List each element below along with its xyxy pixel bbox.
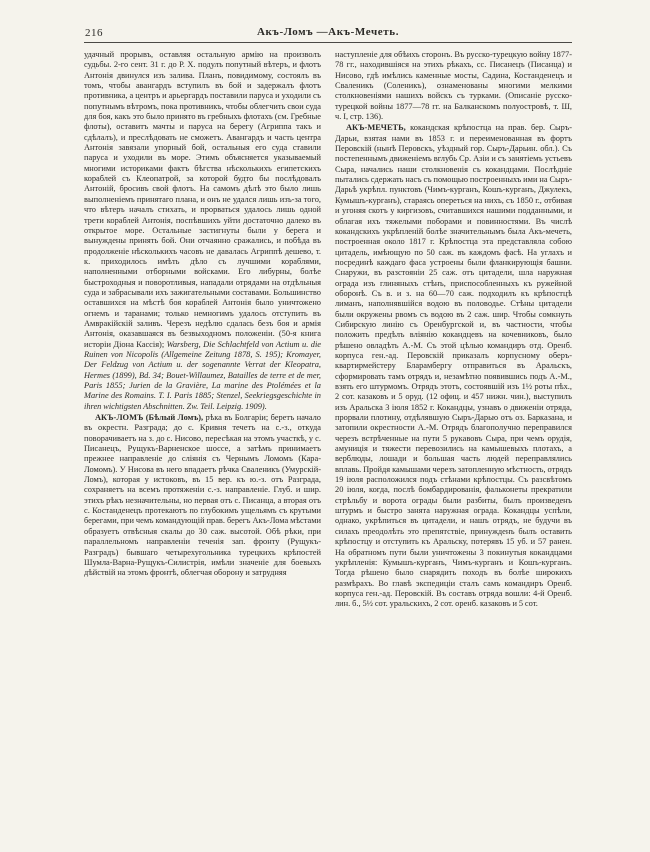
bibliography-text: Warsberg, Die Schlachtfeld von Actium u. die Ruinen von Nicopolis (Allgemeine Zeitung 1878, S. 195); Kromayer, Der Feldzug von Actium u. der sogenannte Verrat der Kleopatra, Hermes (1899), Bd. 34; Bouet-Willaumez, Batailles de terre et de mer, Paris 1855; Jurien de la Gravière, La marine des Ptolémées et la Marine des Romains. T. I. Paris 1885; Stenzel, Seekriegsgeschichte in ihren wichtigsten Abschnitten. Zw. Teil. Leipzig. 1909). — [84, 339, 321, 411]
ak-mechet-text: кокандская крѣпостца на прав. бер. Сыръ-Дарьи, взятая нами въ 1853 г. и переименованная въ фортъ Перовскій (нынѣ Перовскъ, уѣздный гор. Сыръ-Дарьин. обл.). Съ постепеннымъ движеніемъ вглубь Ср. Азіи и съ занятіемъ устьевъ Сыра, начались наши столкновенія съ кокандцами. Послѣдніе пытались сдержать насъ съ помощью построенныхъ ими на Сыръ-Дарьѣ укрѣпл. пунктовъ (Чимъ-курганъ, Кошъ-курганъ, Джулекъ, Кумышъ-курганъ), стараясь опереться на нихъ, съ 1850 г., отбивая и угоняя скотъ у киргизовъ, считавшихся нашими подданными, и облагая ихъ тяжелыми поборами и повинностями. Въ числѣ кокандскихъ укрѣпленій болѣе значительнымъ была Акъ-мечеть, построенная около 1817 г. Крѣпостца эта представляла собою цитадель, имѣющую по 50 саж. въ каждомъ фасѣ. На углахъ и посрединѣ каждаго фаса устроены были фланкирующія башни. Снаружи, въ разстояніи 25 саж. отъ цитадели, шла наружная ограда изъ глиняныхъ стѣнъ, приспособленныхъ къ ружейной оборонѣ. Съ в. и з. на 60—70 саж. подходилъ къ крѣпостцѣ лиманъ, наполнявшійся водою въ половодье. Стѣны цитадели были окружены рвомъ съ водою въ 2 саж. шир. Чтобы сомкнуть Сибирскую линію съ Оренбургской и, въ частности, чтобы положить предѣлъ вліянію кокандцевъ на кочевниковъ, было рѣшено овладѣть А.-М. Съ этой цѣлью командиръ отд. Оренб. корпуса ген.-ад. Перовскій приказалъ корпусному оберъ-квартирмейстеру Бларамбергу отправиться въ Аральскъ, сформировать тамъ отрядъ и, незамѣтно появившись подъ А.-М., взять его штурмомъ. Отрядъ этотъ, состоявшій изъ 1½ роты пѣх., 2 сот. казаковъ и 5 оруд. (12 офиц. и 457 нижн. чин.), выступилъ изъ Аральска 3 іюля 1852 г. Кокандцы, узнавъ о движеніи отряда, прорвали плотину, отдѣлявшую Сыръ-Дарью отъ оз. Барказана, и затопили окрестности А.-М. Отрядъ благополучно переправился черезъ встрѣченные на пути 5 рукавовъ Сыра, при чемъ орудія, амуниція и тяжести перевозились на камышевыхъ плотахъ, а верблюды, лошади и большая часть людей переправлялись вплавь. Пройдя камышами черезъ затопленную мѣстность, отрядъ 19 іюля расположился подъ стѣнами крѣпостцы. Съ разсвѣтомъ 20 іюля, когда, послѣ бомбардированія, фальконеты прекратили стрѣльбу и ворота ограды были разбиты, былъ произведенъ штурмъ и быстро занята наружная ограда. Кокандцы успѣли, однако, укрѣпиться въ цитадели, и нашъ отрядъ, не будучи въ силахъ преодолѣть это препятствіе, принужденъ былъ оставить крѣпостцу и отступить къ Аральску, потерявъ 15 уб. и 57 ранен. На обратномъ пути были уничтожены 3 покинутыя кокандцами укрѣпленія: Кумышъ-курганъ, Чимъ-курганъ и Кошъ-курганъ. Тогда рѣшено было снарядить походъ въ болѣе широкихъ размѣрахъ. Во главѣ экспедиціи сталъ самъ командиръ Оренб. корпуса ген.-ад. Перовскій. Въ составъ отряда вошли: 4-й Оренб. лин. б., 5½ сот. уральскихъ, 2 сот. оренб. казаковъ и 5 сот. — [335, 123, 572, 609]
paragraph-ak-lom — [84, 413, 321, 579]
ak-lom-continuation-text: наступленіе для обѣихъ сторонъ. Въ русско-турецкую войну 1877-78 гг., находившіяся на этихъ рѣкахъ, сс. Писанецъ (Писанца) и Нисово, гдѣ имѣлись каменные мосты, Садина, Костанденецъ и Сваленикъ (Соленикъ), ознаменованы многими мелкими столкновеніями нашихъ войскъ съ турками. (Описаніе русско-турецкой войны 1877—78 гг. на Балканскомъ полуостровѣ, т. Ш, ч. I, стр. 136). — [335, 50, 572, 122]
ak-lom-text: рѣка въ Болгаріи; беретъ начало въ окрестн. Разграда; до с. Кривня течетъ на с.-з., откуда поворачиваетъ на з. до с. Нисово, пересѣкая на этомъ участкѣ, у с. Писанецъ, Рущукъ-Варненское шоссе, а затѣмъ принимаетъ прежнее направленіе до сліянія съ Чернымъ Ломомъ (Кара-Ломомъ). У Нисова въ него впадаетъ рѣчка Сваленикъ (Умурскій-Ломъ), которая у истоковъ, въ 15 вер. къ ю.-з. отъ Разграда, сохраняетъ на всемъ протяженіи с.-з. направленіе. Глуб. и шир. этихъ рѣкъ незначительны, но первая отъ с. Писанца, а вторая отъ с. Костанденецъ протекаютъ по глубокимъ ущельямъ съ крутыми берегами, при чемъ командующій прав. берегъ Акъ-Лома мѣстами образуетъ отвѣсныя скалы до 30 саж. высотой. Обѣ рѣки, при параллельномъ направленіи теченія зап. фронту (Рущукъ-Разградъ) бывшаго четырехугольника турецкихъ крѣпостей Шумла-Варна-Рущукъ-Силистрія, имѣли значеніе для боевыхъ дѣйствій на этомъ фронтѣ, облегчая оборону и затрудняя — [84, 413, 321, 578]
actium-text: удачный прорывъ, оставляя остальную армію на произволъ судьбы. 2-го сент. 31 г. до Р. X. подулъ попутный вѣтеръ, и флотъ Антонія двинулся изъ залива. Планъ, повидимому, состоялъ въ томъ, чтобы авангардъ вступилъ въ бой и задержалъ флотъ противника, а центръ и арьергардъ поставили паруса и уходили съ попутнымъ вѣтромъ, пока противникъ, чтобы облегчить свои суда для боя, какъ это было принято въ гребныхъ флотахъ (см. Гребные флоты), оставитъ мачты и паруса на берегу (Агриппа такъ и сдѣлалъ), и преслѣдовать не сможетъ. Авангардъ и часть центра Антонія завязали упорный бой, остальныя его суда ставили паруса и уходили въ море. Этимъ объясняется указываемый многими историками фактъ бѣгства нѣсколькихъ египетскихъ кораблей съ Клеопатрой, за которой будто бы послѣдовалъ Антоній, бросивъ свой флотъ. На самомъ дѣлѣ это было лишь выполненіемъ принятаго плана, и онъ не удался лишь изъ-за того, что вѣтеръ началъ стихать, и прорваться удалось лишь одной трети кораблей Антонія, поспѣвшихъ уйти достаточно далеко въ открытое море. Остальные застигнуты были у берега и вынуждены принять бой. Они отчаянно сражались, и побѣда въ продолженіе нѣсколькихъ часовъ не давалась Агриппѣ дешево, т. к. приходилось имѣть дѣло съ лучшими кораблями, наполненными отборными войсками. Его либурны, болѣе быстроходныя и поворотливыя, нападали отрядами на отдѣльныя суда и забрасывали ихъ зажигательными составами. Большинство оставшихся на мѣстѣ боя кораблей Антонія было уничтожено огнемъ и таранами; только немногимъ удалось отступить въ Амвракійскій заливъ. Черезъ недѣлю сдалась безъ боя и армія Антонія, оказавшаяся въ безвыходномъ положеніи. (50-я книга исторіи Діона Кассія); — [84, 50, 321, 349]
page-number: 216 — [85, 27, 103, 39]
right-column — [335, 50, 572, 830]
paragraph-ak-lom-continuation — [335, 50, 572, 122]
ak-lom-headword: АКЪ-ЛОМЪ (Бѣлый Ломъ), — [95, 413, 204, 423]
ak-mechet-headword: АКЪ-МЕЧЕТЬ, — [346, 123, 406, 133]
running-header: Акъ-Ломъ —Акъ-Мечеть. — [256, 26, 400, 38]
left-column — [84, 50, 321, 830]
text-columns — [84, 50, 572, 830]
paragraph-ak-mechet — [335, 123, 572, 609]
header-rule — [84, 42, 572, 43]
paragraph-actium-continuation — [84, 50, 321, 412]
